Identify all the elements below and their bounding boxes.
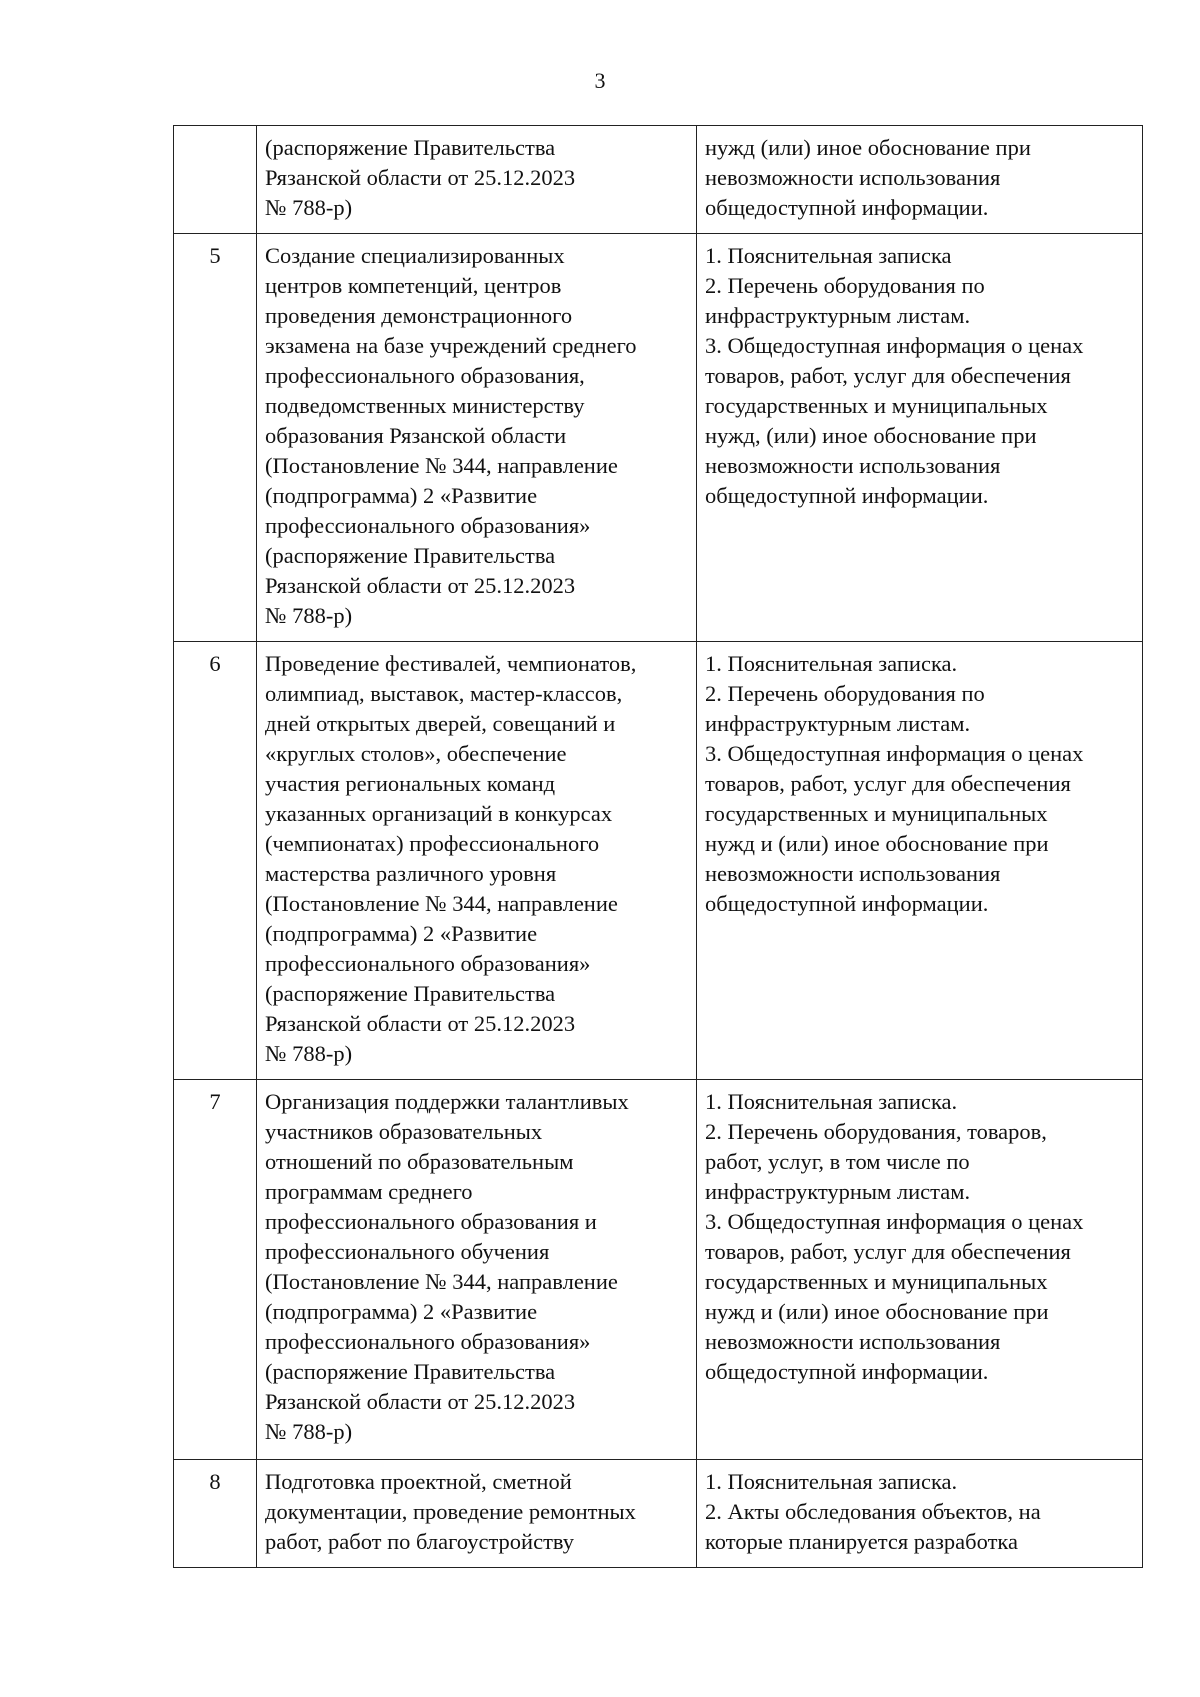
text-line: 2. Перечень оборудования, товаров, <box>705 1119 1047 1144</box>
row-number <box>174 126 257 234</box>
required-documents <box>697 642 1143 1080</box>
measure-description <box>257 1080 697 1460</box>
text-line: программам среднего <box>265 1179 473 1204</box>
text-line: участия региональных команд <box>265 771 556 796</box>
text-line: невозможности использования <box>705 861 1001 886</box>
text-line: участников образовательных <box>265 1119 543 1144</box>
text-line: профессионального образования и <box>265 1209 597 1234</box>
text-line: 3. Общедоступная информация о ценах <box>705 1209 1084 1234</box>
text-line: работ, работ по благоустройству <box>265 1529 575 1554</box>
measure-description <box>257 1460 697 1568</box>
text-line: № 788-р) <box>265 1419 353 1444</box>
table-row <box>174 1460 1143 1568</box>
text-line: Организация поддержки талантливых <box>265 1089 629 1114</box>
text-line: невозможности использования <box>705 165 1001 190</box>
text-line: № 788-р) <box>265 603 353 628</box>
text-line: 2. Акты обследования объектов, на <box>705 1499 1041 1524</box>
measure-description <box>257 126 697 234</box>
table-row <box>174 234 1143 642</box>
text-line: центров компетенций, центров <box>265 273 562 298</box>
text-line: Проведение фестивалей, чемпионатов, <box>265 651 637 676</box>
text-line: экзамена на базе учреждений среднего <box>265 333 637 358</box>
text-line: мастерства различного уровня <box>265 861 557 886</box>
row-number: 7 <box>174 1080 257 1460</box>
row-number: 5 <box>174 234 257 642</box>
text-line: нужд, (или) иное обоснование при <box>705 423 1037 448</box>
text-line: 2. Перечень оборудования по <box>705 273 985 298</box>
text-line: проведения демонстрационного <box>265 303 573 328</box>
text-line: (подпрограмма) 2 «Развитие <box>265 483 538 508</box>
text-line: нужд и (или) иное обоснование при <box>705 831 1049 856</box>
text-line: товаров, работ, услуг для обеспечения <box>705 1239 1071 1264</box>
text-line: профессионального образования» <box>265 513 591 538</box>
text-line: невозможности использования <box>705 453 1001 478</box>
text-line: № 788-р) <box>265 1041 353 1066</box>
text-line: (распоряжение Правительства <box>265 543 556 568</box>
table-row <box>174 1080 1143 1460</box>
text-line: Подготовка проектной, сметной <box>265 1469 572 1494</box>
text-line: (распоряжение Правительства <box>265 135 556 160</box>
text-line: 3. Общедоступная информация о ценах <box>705 741 1084 766</box>
table-row <box>174 642 1143 1080</box>
text-line: (подпрограмма) 2 «Развитие <box>265 1299 538 1324</box>
text-line: Создание специализированных <box>265 243 565 268</box>
measure-description <box>257 234 697 642</box>
text-line: указанных организаций в конкурсах <box>265 801 613 826</box>
required-documents <box>697 1460 1143 1568</box>
text-line: нужд (или) иное обоснование при <box>705 135 1031 160</box>
text-line: (распоряжение Правительства <box>265 1359 556 1384</box>
text-line: которые планируется разработка <box>705 1529 1018 1554</box>
text-line: документации, проведение ремонтных <box>265 1499 636 1524</box>
text-line: товаров, работ, услуг для обеспечения <box>705 771 1071 796</box>
text-line: (подпрограмма) 2 «Развитие <box>265 921 538 946</box>
text-line: профессионального образования» <box>265 1329 591 1354</box>
text-line: профессионального образования» <box>265 951 591 976</box>
text-line: (Постановление № 344, направление <box>265 453 618 478</box>
text-line: 1. Пояснительная записка. <box>705 1469 958 1494</box>
row-number: 6 <box>174 642 257 1080</box>
text-line: подведомственных министерству <box>265 393 585 418</box>
text-line: отношений по образовательным <box>265 1149 574 1174</box>
text-line: нужд и (или) иное обоснование при <box>705 1299 1049 1324</box>
text-line: олимпиад, выставок, мастер-классов, <box>265 681 623 706</box>
text-line: 1. Пояснительная записка <box>705 243 952 268</box>
text-line: дней открытых дверей, совещаний и <box>265 711 616 736</box>
text-line: невозможности использования <box>705 1329 1001 1354</box>
text-line: общедоступной информации. <box>705 483 989 508</box>
table-row <box>174 126 1143 234</box>
text-line: (чемпионатах) профессионального <box>265 831 600 856</box>
text-line: 1. Пояснительная записка. <box>705 1089 958 1114</box>
text-line: 1. Пояснительная записка. <box>705 651 958 676</box>
text-line: образования Рязанской области <box>265 423 567 448</box>
text-line: Рязанской области от 25.12.2023 <box>265 1011 576 1036</box>
required-documents <box>697 126 1143 234</box>
measures-table <box>173 125 1143 1568</box>
text-line: Рязанской области от 25.12.2023 <box>265 573 576 598</box>
text-line: общедоступной информации. <box>705 891 989 916</box>
text-line: «круглых столов», обеспечение <box>265 741 567 766</box>
text-line: 3. Общедоступная информация о ценах <box>705 333 1084 358</box>
required-documents <box>697 234 1143 642</box>
text-line: инфраструктурным листам. <box>705 303 971 328</box>
text-line: (Постановление № 344, направление <box>265 891 618 916</box>
text-line: 2. Перечень оборудования по <box>705 681 985 706</box>
text-line: работ, услуг, в том числе по <box>705 1149 970 1174</box>
text-line: (Постановление № 344, направление <box>265 1269 618 1294</box>
text-line: № 788-р) <box>265 195 353 220</box>
text-line: инфраструктурным листам. <box>705 1179 971 1204</box>
required-documents <box>697 1080 1143 1460</box>
text-line: общедоступной информации. <box>705 1359 989 1384</box>
text-line: государственных и муниципальных <box>705 1269 1048 1294</box>
text-line: (распоряжение Правительства <box>265 981 556 1006</box>
text-line: общедоступной информации. <box>705 195 989 220</box>
text-line: государственных и муниципальных <box>705 801 1048 826</box>
text-line: Рязанской области от 25.12.2023 <box>265 1389 576 1414</box>
measure-description <box>257 642 697 1080</box>
text-line: инфраструктурным листам. <box>705 711 971 736</box>
text-line: товаров, работ, услуг для обеспечения <box>705 363 1071 388</box>
text-line: профессионального обучения <box>265 1239 550 1264</box>
text-line: Рязанской области от 25.12.2023 <box>265 165 576 190</box>
text-line: государственных и муниципальных <box>705 393 1048 418</box>
row-number: 8 <box>174 1460 257 1568</box>
text-line: профессионального образования, <box>265 363 585 388</box>
page-number: 3 <box>594 68 606 93</box>
